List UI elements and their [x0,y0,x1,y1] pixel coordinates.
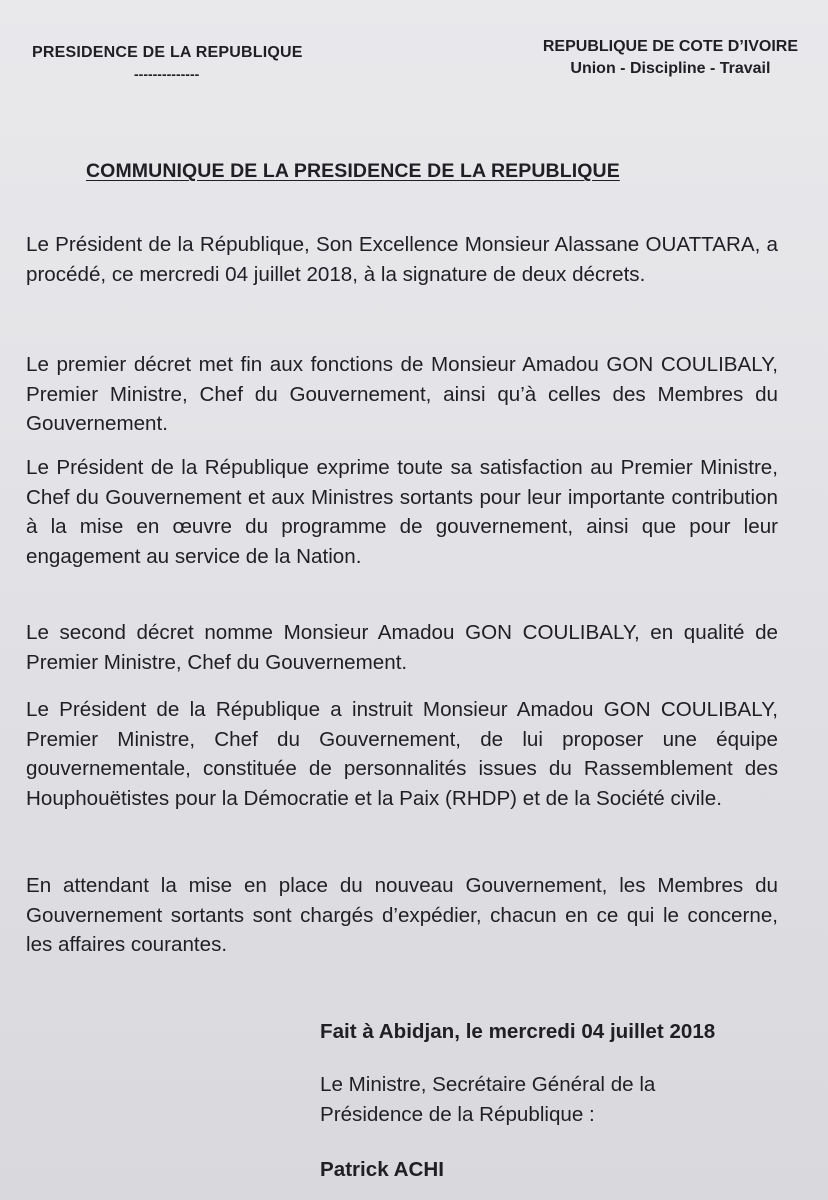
national-motto: Union - Discipline - Travail [570,60,771,77]
paragraph-interim: En attendant la mise en place du nouveau Gouvernement, les Membres du Gouvernement sortants sont chargés d’expédier, chacun en ce qui le concerne, les affaires courantes. [26,874,778,956]
signatory-name: Patrick ACHI [320,1158,444,1181]
paragraph-first-decree: Le premier décret met fin aux fonctions de Monsieur Amadou GON COULIBALY, Premier Ministre, Chef du Gouvernement, ainsi qu’à celles des Membres du Gouvernement. [26,353,778,435]
country-heading [543,36,798,80]
signatory-role-line1: Le Ministre, Secrétaire Général de la [320,1073,656,1096]
paragraph-second-decree: Le second décret nomme Monsieur Amadou GON COULIBALY, en qualité de Premier Ministre, Chef du Gouvernement. [26,621,778,674]
signature-place-date: Fait à Abidjan, le mercredi 04 juillet 2018 [320,1020,716,1043]
communique-title: COMMUNIQUE DE LA PRESIDENCE DE LA REPUBLIQUE [86,160,620,182]
signatory-role [320,1070,796,1129]
issuer-heading: PRESIDENCE DE LA REPUBLIQUE [32,44,303,61]
country-name: REPUBLIQUE DE COTE D’IVOIRE [542,38,798,55]
paragraph-new-team: Le Président de la République a instruit Monsieur Amadou GON COULIBALY, Premier Ministre, Chef du Gouvernement, de lui proposer une équipe gouvernementale, constituée de personnalités issues du Rassemblement des Houphouëtistes pour la Démocratie et la Paix (RHDP) et de la Société civile. [26,698,778,810]
paragraph-satisfaction: Le Président de la République exprime toute sa satisfaction au Premier Ministre, Chef du Gouvernement et aux Ministres sortants pour leur importante contribution à la mise en œuvre du programme de gouvernement, ainsi que pour leur engagement au service de la Nation. [26,456,778,568]
paragraph-signing: Le Président de la République, Son Excellence Monsieur Alassane OUATTARA, a procédé, ce mercredi 04 juillet 2018, à la signature de deux décrets. [26,233,778,286]
issuer-separator: -------------- [134,66,200,82]
signatory-role-line2: Présidence de la République : [320,1102,595,1126]
